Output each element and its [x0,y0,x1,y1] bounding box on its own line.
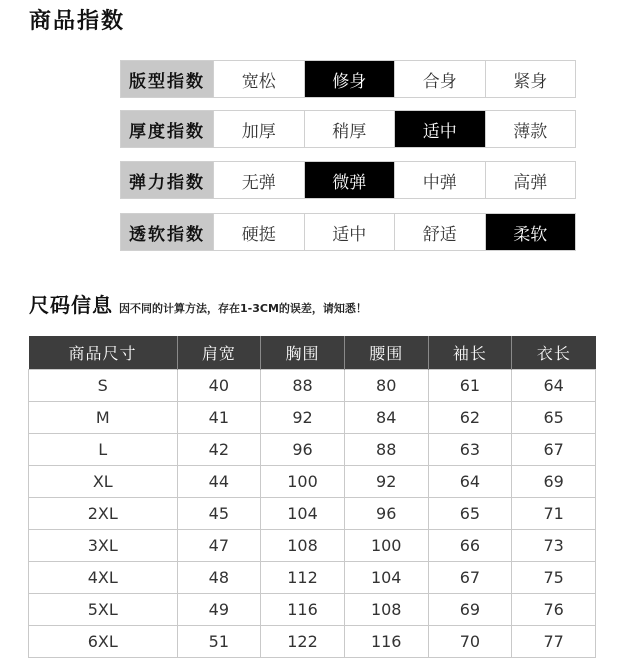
size-cell: S [29,370,178,402]
header-cell: 腰围 [344,336,428,370]
index-option-selected: 适中 [394,111,485,147]
measure-cell: 92 [261,402,345,434]
measure-cell: 96 [344,498,428,530]
index-option: 无弹 [213,162,304,198]
measure-cell: 47 [177,530,261,562]
index-option: 合身 [394,61,485,97]
index-option: 稍厚 [304,111,395,147]
size-cell: 2XL [29,498,178,530]
measure-cell: 116 [261,594,345,626]
measure-cell: 69 [512,466,596,498]
size-cell: 4XL [29,562,178,594]
size-info-heading [29,289,367,318]
measure-cell: 51 [177,626,261,658]
measure-cell: 100 [344,530,428,562]
measure-cell: 45 [177,498,261,530]
measure-cell: 76 [512,594,596,626]
size-cell: M [29,402,178,434]
index-option-selected: 修身 [304,61,395,97]
index-row-fit [120,60,576,98]
measure-cell: 69 [428,594,512,626]
index-option: 舒适 [394,214,485,250]
measure-cell: 88 [344,434,428,466]
measure-cell: 65 [512,402,596,434]
measure-cell: 88 [261,370,345,402]
header-cell: 衣长 [512,336,596,370]
size-table-header [29,336,596,370]
measure-cell: 116 [344,626,428,658]
table-row [29,466,596,498]
index-option-selected: 柔软 [485,214,576,250]
measure-cell: 64 [428,466,512,498]
index-row-softness [120,213,576,251]
table-row [29,530,596,562]
table-row [29,562,596,594]
measure-cell: 42 [177,434,261,466]
table-row [29,498,596,530]
measure-cell: 104 [261,498,345,530]
size-cell: L [29,434,178,466]
index-option: 加厚 [213,111,304,147]
measure-cell: 62 [428,402,512,434]
measure-cell: 61 [428,370,512,402]
measure-cell: 73 [512,530,596,562]
size-cell: 5XL [29,594,178,626]
measure-cell: 41 [177,402,261,434]
header-cell: 袖长 [428,336,512,370]
table-row [29,402,596,434]
measure-cell: 84 [344,402,428,434]
measure-cell: 49 [177,594,261,626]
measure-cell: 108 [344,594,428,626]
size-table [28,336,596,658]
measure-cell: 96 [261,434,345,466]
measure-cell: 108 [261,530,345,562]
index-label: 厚度指数 [121,111,213,147]
index-option: 适中 [304,214,395,250]
index-label: 弹力指数 [121,162,213,198]
measure-cell: 92 [344,466,428,498]
index-option: 高弹 [485,162,576,198]
index-option-selected: 微弹 [304,162,395,198]
header-cell: 商品尺寸 [29,336,178,370]
measure-cell: 65 [428,498,512,530]
index-label: 透软指数 [121,214,213,250]
measure-cell: 40 [177,370,261,402]
index-row-thickness [120,110,576,148]
measure-cell: 100 [261,466,345,498]
size-cell: XL [29,466,178,498]
measure-cell: 104 [344,562,428,594]
table-row [29,370,596,402]
size-info-title: 尺码信息 [29,293,113,317]
measure-cell: 75 [512,562,596,594]
measure-cell: 44 [177,466,261,498]
index-option: 薄款 [485,111,576,147]
index-option: 硬挺 [213,214,304,250]
size-info-note: 因不同的计算方法，存在1-3CM的误差，请知悉！ [119,302,367,315]
measure-cell: 63 [428,434,512,466]
product-index-title: 商品指数 [29,9,126,34]
table-row [29,434,596,466]
measure-cell: 66 [428,530,512,562]
header-cell: 胸围 [261,336,345,370]
index-option: 中弹 [394,162,485,198]
measure-cell: 77 [512,626,596,658]
size-cell: 6XL [29,626,178,658]
measure-cell: 67 [512,434,596,466]
measure-cell: 48 [177,562,261,594]
measure-cell: 70 [428,626,512,658]
measure-cell: 112 [261,562,345,594]
measure-cell: 67 [428,562,512,594]
measure-cell: 80 [344,370,428,402]
header-cell: 肩宽 [177,336,261,370]
table-row [29,594,596,626]
table-row [29,626,596,658]
index-row-elasticity [120,161,576,199]
index-option: 紧身 [485,61,576,97]
size-cell: 3XL [29,530,178,562]
index-option: 宽松 [213,61,304,97]
index-label: 版型指数 [121,61,213,97]
measure-cell: 122 [261,626,345,658]
measure-cell: 71 [512,498,596,530]
measure-cell: 64 [512,370,596,402]
